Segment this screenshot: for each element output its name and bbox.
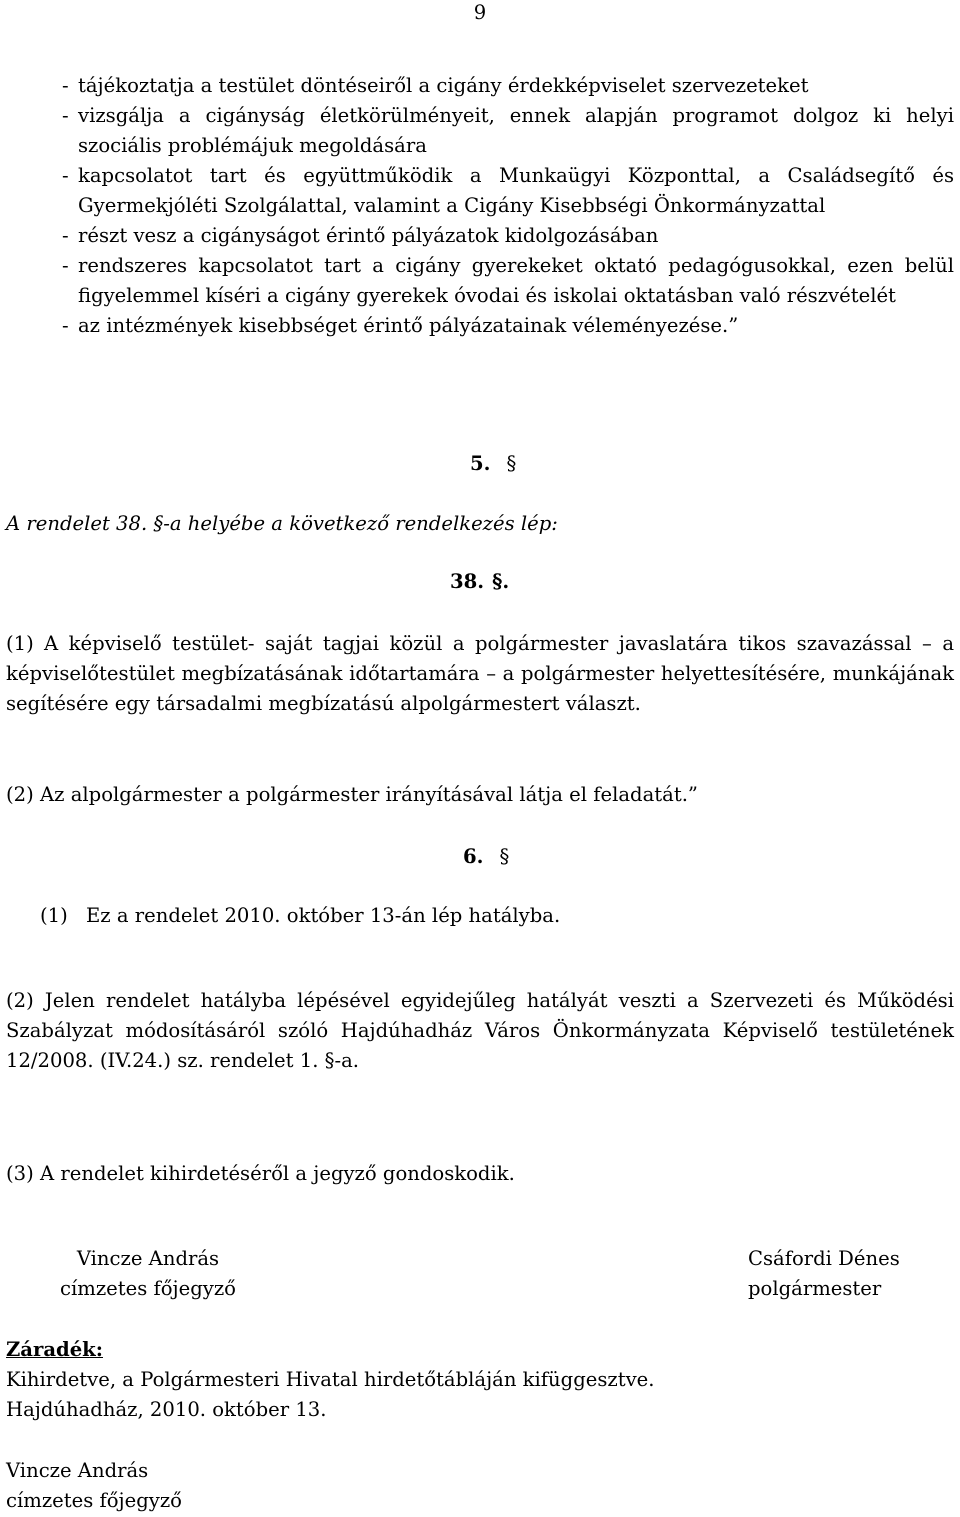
paragraph-number: (2): [6, 783, 34, 806]
list-item: - kapcsolatot tart és együttműködik a Munkaügyi Központtal, a Családsegítő és Gyermekjóléti Szolgálattal, valamint a Cigány Kisebbségi Önkormányzattal: [62, 161, 954, 221]
section-6-paragraph-3: [6, 1159, 515, 1189]
paragraph-text: A rendelet kihirdetéséről a jegyző gondoskodik.: [40, 1162, 515, 1185]
signer-name: Csáfordi Dénes: [748, 1247, 900, 1270]
paragraph-text: Az alpolgármester a polgármester irányításával látja el feladatát.”: [40, 783, 698, 806]
paragraph-number: (1): [40, 904, 68, 927]
list-item: - vizsgálja a cigányság életkörülményeit, ennek alapján programot dolgoz ki helyi szociális problémájuk megoldására: [62, 101, 954, 161]
signer-title: címzetes főjegyző: [6, 1489, 182, 1512]
paragraph-body: Jelen rendelet hatályba lépésével egyidejűleg hatályát veszti a Szervezeti és Működési Szabályzat módosításáról szóló Hajdúhadház Város Önkormányzata Képviselő testületének 12/2008. (IV.24.) sz. rendelet 1. §-a.: [6, 989, 954, 1072]
section-6-paragraph-1: [40, 901, 560, 931]
paragraph-text: A képviselő testület- saját tagjai közül a polgármester javaslatára tikos szavazással – a képviselőtestület megbízatásának időtartamára – a polgármester helyettesítésére, munkájának segítésére egy társadalmi megbízatású alpolgármestert választ.: [6, 632, 954, 715]
section-number: 6.: [463, 845, 484, 868]
list-item: - rendszeres kapcsolatot tart a cigány gyerekeket oktató pedagógusokkal, ezen belül figyelemmel kíséri a cigány gyerekek óvodai és iskolai oktatásban való részvételét: [62, 251, 954, 311]
list-item: - tájékoztatja a testület döntéseiről a cigány érdekképviselet szervezeteket: [62, 71, 954, 101]
section-5-heading: [470, 449, 516, 479]
section-6-heading: [463, 842, 509, 872]
zaradek-block: [6, 1335, 655, 1425]
paragraph-text: Ez a rendelet 2010. október 13-án lép hatályba.: [86, 904, 561, 927]
signer-name: Vincze András: [76, 1247, 220, 1270]
zaradek-date: Hajdúhadház, 2010. október 13.: [6, 1398, 327, 1421]
signer-title: címzetes főjegyző: [60, 1277, 236, 1300]
zaradek-heading: Záradék:: [6, 1338, 103, 1361]
list-item: - az intézmények kisebbséget érintő pályázatainak véleményezése.”: [62, 311, 954, 341]
section-6-paragraph-2: [6, 986, 954, 1076]
signer-name: Vincze András: [6, 1459, 149, 1482]
paragraph-number: (3): [6, 1162, 34, 1185]
signer-title: polgármester: [748, 1277, 882, 1300]
section-number: 5.: [470, 452, 491, 475]
closing-signature: [6, 1456, 182, 1516]
section-sign: §.: [492, 570, 510, 593]
paragraph-number: (2): [6, 989, 34, 1012]
paragraph-text: [6, 986, 954, 1076]
signature-left: [60, 1244, 236, 1304]
list-item: - részt vesz a cigányságot érintő pályázatok kidolgozásában: [62, 221, 954, 251]
section-number: 38.: [450, 570, 485, 593]
paragraph-number: (1): [6, 632, 34, 655]
page-number: 9: [473, 1, 487, 24]
rendelet-intro: A rendelet 38. §-a helyébe a következő rendelkezés lép:: [6, 512, 558, 535]
section-sign: §: [506, 452, 517, 475]
section-38-paragraph-1: [6, 629, 954, 719]
zaradek-line: Kihirdetve, a Polgármesteri Hivatal hirdetőtábláján kifüggesztve.: [6, 1368, 655, 1391]
section-sign: §: [499, 845, 510, 868]
section-38-paragraph-2: [6, 780, 698, 810]
signature-right: [748, 1244, 900, 1304]
task-list: [62, 71, 954, 341]
section-38-heading: [450, 567, 509, 597]
